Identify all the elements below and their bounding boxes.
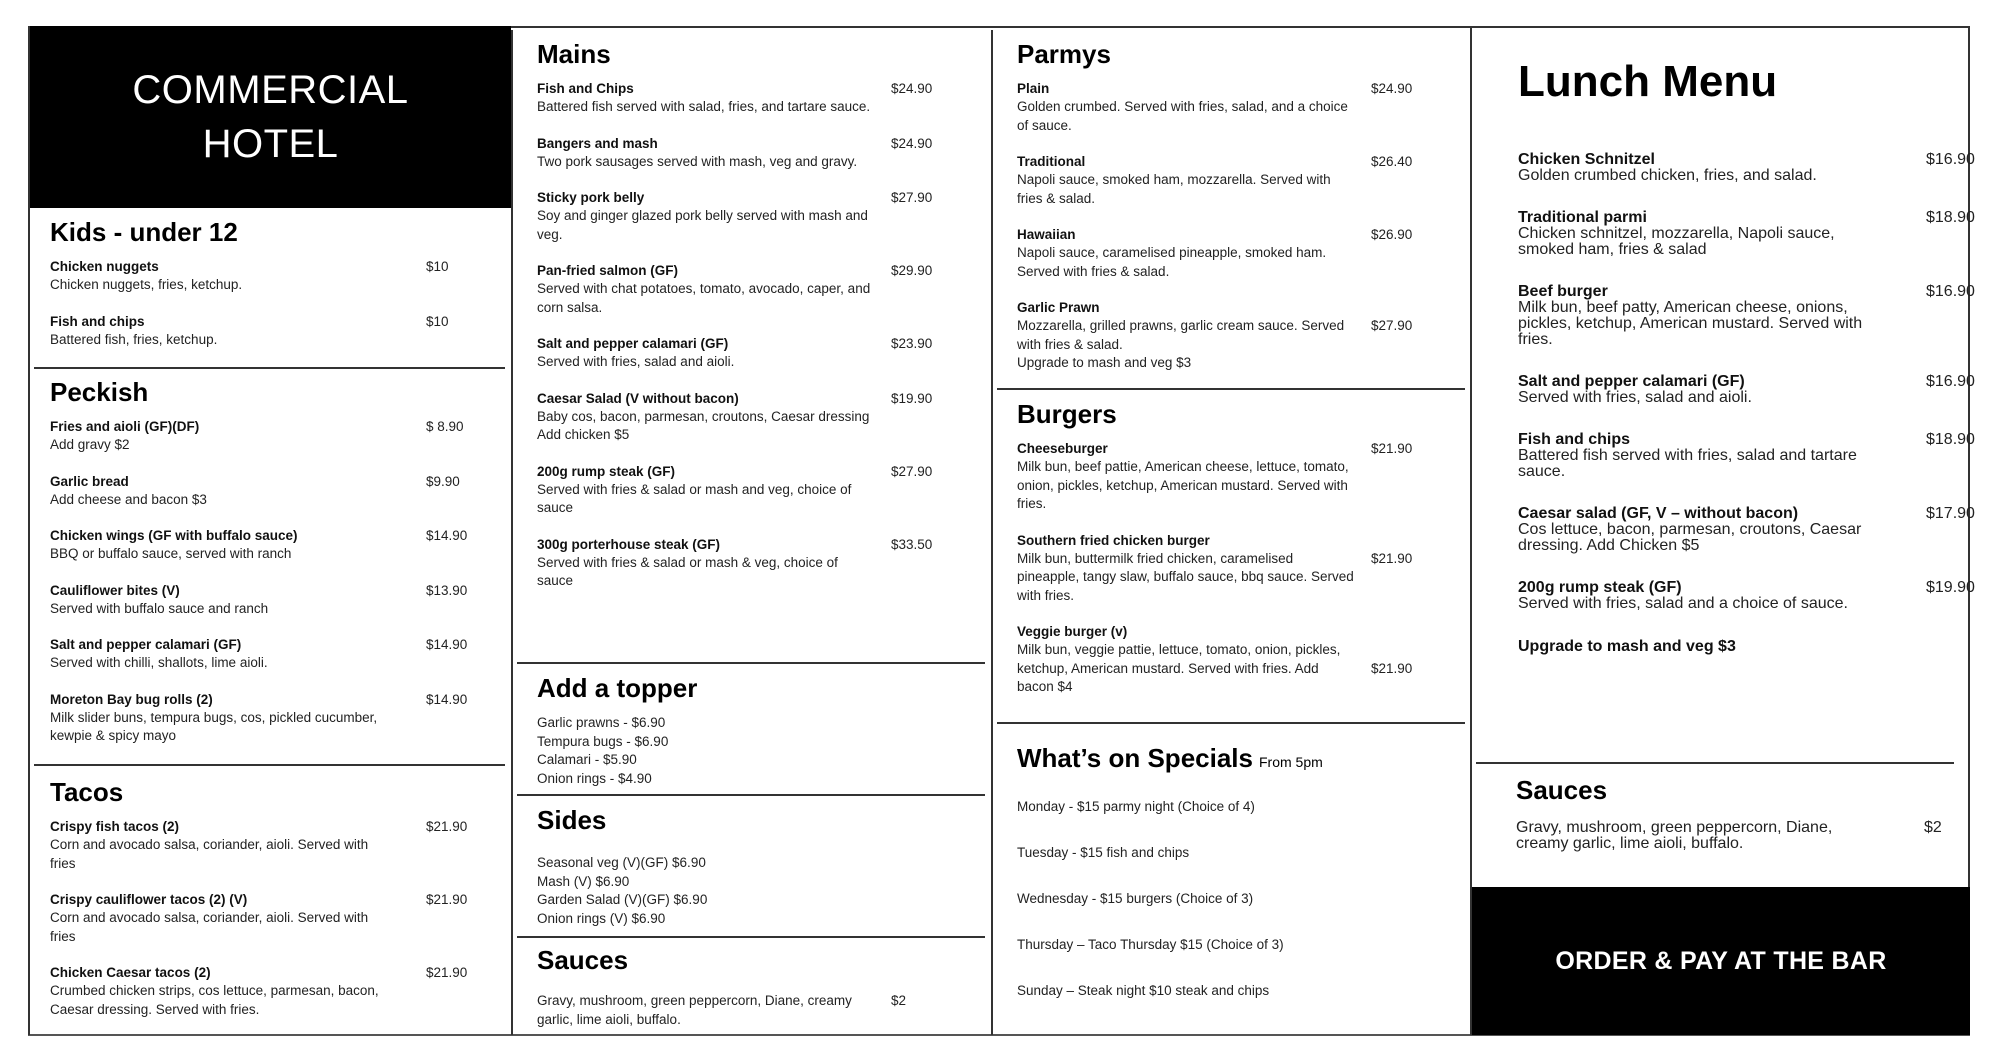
item-name: Chicken Schnitzel [1518,151,1655,168]
menu-item [1017,440,1471,514]
menu-item [1017,532,1471,606]
item-desc: Served with fries & salad or mash and veg, choice of sauce [537,481,852,515]
menu-item [50,473,511,510]
item-desc: Corn and avocado salsa, coriander, aioli. Served with fries [50,837,369,871]
item-desc: Milk bun, veggie pattie, lettuce, tomato, onion, pickles, ketchup, American mustard. Served with fries. Add bacon $4 [1017,642,1341,694]
item-name: Veggie burger (v) [1017,624,1128,639]
item-name: Hawaiian [1017,227,1076,242]
item-desc: Golden crumbed. Served with fries, salad, and a choice of sauce. [1017,99,1348,133]
menu-item [50,258,511,295]
menu-item [537,135,991,172]
item-desc: Gravy, mushroom, green peppercorn, Diane, creamy garlic, lime aioli, buffalo. [1516,819,1833,852]
menu-item [1518,283,1975,348]
item-price: $14.90 [426,528,468,543]
item-price: $21.90 [426,819,468,834]
item-price: $24.90 [891,135,933,151]
special-line: Sunday – Steak night $10 steak and chips [1017,983,1270,998]
item-desc: Crumbed chicken strips, cos lettuce, parmesan, bacon, Caesar dressing. Served with fries. [50,983,379,1017]
menu-item [1518,151,1975,184]
item-price: $33.50 [891,536,933,552]
item-price: $16.90 [1926,373,1975,390]
item-price: $10 [426,259,449,274]
side-line: Garden Salad (V)(GF) $6.90 [537,892,708,907]
item-name: Moreton Bay bug rolls (2) [50,691,213,707]
item-desc: Add cheese and bacon $3 [50,491,207,507]
item-price: $18.90 [1926,431,1975,448]
item-price: $9.90 [426,473,460,489]
section-divider [517,794,985,796]
item-name: Cauliflower bites (V) [50,582,180,598]
item-name: Chicken nuggets [50,259,159,274]
item-price: $29.90 [891,263,933,278]
section-divider [517,662,985,664]
item-desc: Served with chilli, shallots, lime aioli. [50,655,268,670]
menu-item [537,80,991,117]
side-line: Onion rings (V) $6.90 [537,910,666,926]
item-extra: Add chicken $5 [537,427,630,442]
menu-item [1518,505,1975,554]
item-name: Cheeseburger [1017,441,1108,456]
special-line: Thursday – Taco Thursday $15 (Choice of 3) [1017,937,1284,952]
item-price: $16.90 [1926,151,1975,168]
item-name: Caesar salad (GF, V – without bacon) [1518,505,1799,522]
item-name: Bangers and mash [537,135,658,151]
item-price: $26.40 [1371,154,1413,169]
item-price: $16.90 [1926,283,1975,300]
menu-item [50,964,511,1019]
menu-item [1518,579,1975,612]
menu-item [50,418,511,455]
section-title: Sides [537,805,607,835]
burgers-section [993,398,1471,715]
menu-item [1017,153,1471,208]
item-name: Caesar Salad (V without bacon) [537,390,739,406]
item-price: $21.90 [1371,661,1413,676]
item-desc: Battered fish served with fries, salad and tartare sauce. [1518,447,1857,480]
item-desc: Mozzarella, grilled prawns, garlic cream sauce. Served with fries & salad. [1017,318,1345,352]
item-name: Southern fried chicken burger [1017,532,1210,548]
item-price: $23.90 [891,336,933,351]
item-name: Fries and aioli (GF)(DF) [50,419,200,434]
item-price: $13.90 [426,582,468,598]
item-price: $27.90 [891,190,933,205]
item-name: Crispy fish tacos (2) [50,819,180,834]
item-price: $27.90 [1371,318,1413,333]
section-divider [997,722,1465,724]
topper-line: Garlic prawns - $6.90 [537,715,666,730]
item-price: $18.90 [1926,209,1975,226]
item-name: Fish and Chips [537,81,634,96]
menu-item [50,582,511,619]
item-desc: Soy and ginger glazed pork belly served with mash and veg. [537,208,868,242]
item-desc: Two pork sausages served with mash, veg and gravy. [537,153,858,169]
item-desc: Milk bun, buttermilk fried chicken, caramelised pineapple, tangy slaw, buffalo sauce, bbq sauce. Served with fries. [1017,550,1354,603]
section-title [1017,742,1471,778]
menu-item [537,390,991,445]
section-divider [34,367,505,369]
lunch-section [1472,56,1975,656]
item-desc: Gravy, mushroom, green peppercorn, Diane, creamy garlic, lime aioli, buffalo. [537,993,852,1027]
item-price: $17.90 [1926,505,1975,522]
item-desc: Served with fries, salad and a choice of sauce. [1518,595,1848,612]
column-mains-sides [511,30,991,1035]
item-desc: Chicken nuggets, fries, ketchup. [50,277,243,292]
menu-item [50,891,511,946]
item-name: Garlic Prawn [1017,300,1100,315]
menu-item [537,335,991,372]
column-lunch-menu [1470,26,1975,1035]
specials-section [993,742,1471,1028]
item-price: $ 8.90 [426,419,464,434]
item-desc: Cos lettuce, bacon, parmesan, croutons, Caesar dressing. Add Chicken $5 [1518,521,1862,554]
special-line: Wednesday - $15 burgers (Choice of 3) [1017,891,1254,906]
item-desc: Served with fries & salad or mash & veg, choice of sauce [537,554,838,588]
item-price: $10 [426,313,449,329]
topper-line: Calamari - $5.90 [537,752,637,767]
item-desc: Milk bun, beef pattie, American cheese, lettuce, tomato, onion, pickles, ketchup, American mustard. Served with fries. [1017,459,1349,511]
section-divider [1476,762,1954,764]
specials-title: What’s on Specials [1017,743,1253,773]
item-desc: Napoli sauce, caramelised pineapple, smoked ham. Served with fries & salad. [1017,245,1327,279]
item-desc: Baby cos, bacon, parmesan, croutons, Caesar dressing [537,408,870,424]
menu-item [50,818,511,873]
item-name: Chicken Caesar tacos (2) [50,965,211,980]
menu-item [1518,431,1975,480]
menu-item [1017,623,1471,697]
section-divider [517,936,985,938]
menu-item [50,313,511,350]
item-price: $21.90 [1371,441,1413,456]
item-extra: Upgrade to mash and veg $3 [1017,355,1192,370]
item-name: Salt and pepper calamari (GF) [50,637,242,652]
section-title: Parmys [1017,39,1111,69]
item-desc: Battered fish, fries, ketchup. [50,331,218,347]
item-desc: Napoli sauce, smoked ham, mozzarella. Served with fries & salad. [1017,172,1331,206]
mains-section [513,38,991,609]
menu-item [50,527,511,564]
menu-item [1518,373,1975,406]
menu-item [1516,820,1968,852]
item-name: 200g rump steak (GF) [537,463,676,479]
topper-line: Tempura bugs - $6.90 [537,733,669,749]
item-price: $24.90 [1371,81,1413,96]
item-desc: Chicken schnitzel, mozzarella, Napoli sauce, smoked ham, fries & salad [1518,225,1835,258]
side-line: Seasonal veg (V)(GF) $6.90 [537,855,706,870]
upgrade-note: Upgrade to mash and veg $3 [1518,638,1736,655]
section-title: Peckish [50,377,149,407]
section-title: Mains [537,39,611,69]
item-desc: Milk bun, beef patty, American cheese, onions, pickles, ketchup, American mustard. Served with fries. [1518,299,1863,348]
item-price: $2 [1924,819,1942,836]
item-name: Plain [1017,81,1050,96]
item-name: Salt and pepper calamari (GF) [537,336,729,351]
item-price: $14.90 [426,691,468,707]
column-parmys-burgers-specials [991,30,1471,1035]
section-title: Kids - under 12 [50,217,238,247]
section-title: Burgers [1017,399,1117,429]
brand-line-2: HOTEL [202,122,339,166]
topper-line: Onion rings - $4.90 [537,770,652,786]
item-name: Crispy cauliflower tacos (2) (V) [50,892,248,907]
lunch-sauces-section [1472,774,1968,878]
sides-section [513,804,991,928]
item-price: $14.90 [426,637,468,652]
item-price: $26.90 [1371,227,1413,242]
section-divider [34,764,505,766]
item-price: $21.90 [1371,550,1413,566]
item-name: Traditional parmi [1518,209,1647,226]
item-price: $27.90 [891,463,933,479]
special-line: Monday - $15 parmy night (Choice of 4) [1017,799,1255,814]
specials-subtitle: From 5pm [1258,754,1323,770]
column-kids-peckish-tacos [28,26,511,1035]
menu-item [537,463,991,518]
item-name: Pan-fried salmon (GF) [537,263,679,278]
kids-section [30,216,511,367]
special-line: Tuesday - $15 fish and chips [1017,845,1190,860]
item-desc: Served with fries, salad and aioli. [1518,389,1752,406]
item-price: $2 [891,993,907,1008]
menu-item [537,992,991,1029]
menu-item [50,636,511,673]
side-line: Mash (V) $6.90 [537,873,630,889]
item-desc: Battered fish served with salad, fries, and tartare sauce. [537,99,871,114]
item-name: Sticky pork belly [537,190,645,205]
menu-item [537,189,991,244]
peckish-section [30,376,511,764]
item-name: Beef burger [1518,283,1608,300]
sauces-section [513,944,991,1047]
menu-item [537,262,991,317]
parmys-section [993,38,1471,391]
order-banner [1472,887,1970,1035]
item-name: Traditional [1017,154,1086,169]
section-title: Sauces [537,945,629,975]
section-divider [997,388,1465,390]
item-name: Salt and pepper calamari (GF) [1518,373,1745,390]
section-title: Tacos [50,777,124,807]
menu-item [537,536,991,591]
item-name: Fish and chips [1518,431,1631,448]
item-desc: Served with chat potatoes, tomato, avocado, caper, and corn salsa. [537,281,871,315]
brand-header [30,26,511,208]
item-desc: Add gravy $2 [50,437,130,452]
section-title: Add a topper [537,673,698,703]
item-desc: Milk slider buns, tempura bugs, cos, pickled cucumber, kewpie & spicy mayo [50,709,378,743]
item-name: 300g porterhouse steak (GF) [537,536,721,552]
menu-item [1017,299,1471,373]
item-desc: Served with fries, salad and aioli. [537,354,735,369]
section-title: Sauces [1516,775,1608,805]
item-price: $19.90 [1926,579,1975,596]
item-price: $21.90 [426,965,468,980]
item-desc: Golden crumbed chicken, fries, and salad. [1518,167,1817,184]
item-name: 200g rump steak (GF) [1518,579,1682,596]
menu-item [1017,226,1471,281]
item-price: $19.90 [891,390,933,406]
item-price: $24.90 [891,81,933,96]
menu-item [1518,209,1975,258]
tacos-section [30,776,511,1037]
item-desc: BBQ or buffalo sauce, served with ranch [50,546,292,561]
lunch-title: Lunch Menu [1518,57,1778,106]
item-name: Chicken wings (GF with buffalo sauce) [50,528,298,543]
item-name: Garlic bread [50,473,129,489]
item-desc: Corn and avocado salsa, coriander, aioli. Served with fries [50,910,369,944]
order-banner-text: ORDER & PAY AT THE BAR [1555,946,1887,975]
item-name: Fish and chips [50,313,145,329]
topper-section [513,672,991,788]
item-price: $21.90 [426,892,468,907]
menu-item [1017,80,1471,135]
brand-line-1: COMMERCIAL [132,68,409,112]
menu-item [50,691,511,746]
item-desc: Served with buffalo sauce and ranch [50,600,269,616]
